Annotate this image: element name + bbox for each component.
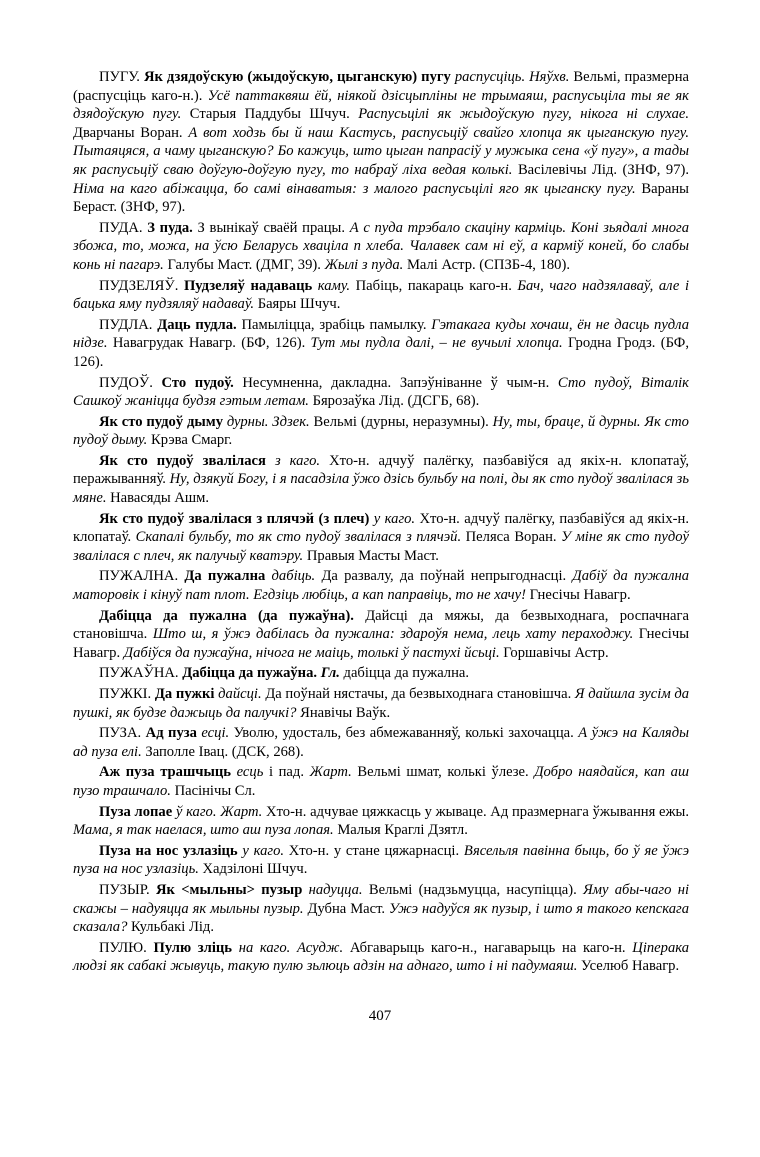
dictionary-entry <box>73 724 689 761</box>
entry-text: ПУДОЎ. <box>99 374 162 391</box>
entry-text: Дварчаны Воран. <box>73 124 189 141</box>
entry-text: З вынікаў сваёй працы. <box>197 219 350 236</box>
entry-text: ПУДА. <box>99 219 148 236</box>
headword: Дабіцца да пужална (да пужаўна). <box>99 607 366 624</box>
entry-text: Янавічы Ваўк. <box>300 704 391 721</box>
headword: Аж пуза трашчыць <box>99 764 237 781</box>
entry-text: Памыліцца, зрабіць памылку. <box>241 316 432 333</box>
dictionary-entry <box>73 567 689 604</box>
entry-text: Абгаварыць каго-н., нагаварыць на каго-н. <box>349 939 633 956</box>
headword: Як <мыльны> пузыр <box>155 881 309 898</box>
italic-text: Усё паттаквяш ёй, ніякой дзісцыпліны не трымаяш, распусьціла ты яе як дзядоўскую пугу. <box>73 87 689 123</box>
entry-text: Да поўнай нястачы, да безвыходнага становішча. <box>265 686 575 702</box>
dictionary-entry <box>73 939 689 976</box>
entry-text: Васілевічы Лід. (ЗНФ, 97). <box>517 161 689 178</box>
italic-text: Ціперака людзі як сабакі жывуць, такую пулю зьлюць адзін на аднаго, што і ні падумаяш. <box>73 939 690 975</box>
headword: Як сто пудоў звалілася з плячэй (з плеч) <box>99 510 374 527</box>
headword: Сто пудоў. <box>161 374 243 391</box>
entry-text: ПУДЗЕЛЯЎ. <box>99 277 184 294</box>
headword: Пуза на нос узлазіць <box>99 842 243 859</box>
headword: Да пужкі <box>154 686 219 702</box>
entry-text: Заполле Івац. (ДСК, 268). <box>145 743 304 760</box>
entry-text: Уселюб Навагр. <box>581 958 680 975</box>
entry-text: Гл. <box>320 665 344 682</box>
entry-text: Дайсці да мяжы, да безвыходнага, роспачнага становішча. <box>73 607 689 643</box>
entry-text: Несумненна, дакладна. Запэўніванне ў чым-н. <box>242 374 558 391</box>
entry-text: ПУЖАЛНА. <box>99 568 185 585</box>
entry-text: Хто-н. у стане цяжарнасці. <box>288 842 464 859</box>
headword: Дабіцца да пужаўна. <box>182 665 321 682</box>
entry-text: Пеляса Воран. <box>465 529 562 546</box>
headword: Ад пуза <box>145 725 202 742</box>
italic-text: Дабіў да пужална маторовік і кінуў пат плот. Егдзіць любіць, а кап паправіць, то не хачу! <box>73 568 689 604</box>
entry-text: Старыя Паддубы Шчуч. <box>189 106 359 123</box>
entry-text: ПУЗЫР. <box>99 881 156 898</box>
dictionary-entry <box>73 277 689 314</box>
italic-text: Я дайшла зусім да пушкі, як будзе дажыць да палучкі? <box>73 686 689 721</box>
entry-text: Пабіць, пакараць каго-н. <box>355 277 518 294</box>
dictionary-page <box>73 68 689 978</box>
entry-text: Уволю, удосталь, без абмежаванняў, колькі захочацца. <box>233 725 579 742</box>
entry-text: Гродна Гродз. (БФ, 126). <box>73 335 689 370</box>
headword: Пуза лопае <box>99 803 176 820</box>
dictionary-entry <box>73 374 689 411</box>
italic-text: Жылі з пуда. <box>324 256 407 273</box>
dictionary-entry <box>73 68 689 217</box>
headword: Як сто пудоў дыму <box>99 413 227 430</box>
italic-text: у каго. <box>373 510 420 527</box>
entry-text: Вельмі шмат, колькі ўлезе. <box>357 764 535 781</box>
page-number: 407 <box>368 1008 392 1024</box>
italic-text: Бач, чаго надзялаваў, але і бацька яму пудзяляў надаваў. <box>73 277 689 313</box>
italic-text: распусціць. Няўхв. <box>454 69 574 85</box>
headword: Пулю зліць <box>153 939 239 956</box>
dictionary-entry <box>73 685 689 722</box>
entry-text: Малі Астр. (СПЗБ-4, 180). <box>406 256 570 273</box>
entry-text: Кульбакі Лід. <box>131 919 214 936</box>
entry-text: Навагрудак Навагр. (БФ, 126). <box>112 335 311 352</box>
dictionary-entry <box>73 510 689 566</box>
dictionary-entry <box>73 763 689 800</box>
entry-text: Вельмі (дурны, неразумны). <box>313 413 493 430</box>
entry-text: Пасінічы Сл. <box>174 782 256 799</box>
italic-text: Што ш, я ўжэ дабілась да пужална: здароўя нема, лець хату пераходжу. <box>152 626 639 643</box>
dictionary-entry <box>73 316 689 372</box>
italic-text: А ўжэ на Каляды ад пуза елі. <box>73 725 689 760</box>
entry-text: Горшавічы Астр. <box>503 644 609 661</box>
entry-text: Навасяды Ашм. <box>110 490 210 507</box>
italic-text: А с пуда трэбало скаціну карміць. Коні зьядалі многа збожа, то, можа, на ўсю Беларусь хваціла п хлеба. Чалавек сам ні еў, а карміў коней, бо слабы конь ні пагарэ. <box>73 219 690 273</box>
entry-text: ПУДЛА. <box>99 316 158 333</box>
entry-text: ПУГУ. <box>99 69 144 85</box>
dictionary-entry <box>73 803 689 840</box>
italic-text: на каго. Асудж. <box>238 939 350 956</box>
headword: Даць пудла. <box>157 316 242 333</box>
entry-text: ПУЖКІ. <box>99 686 155 702</box>
dictionary-entry <box>73 452 689 508</box>
italic-text: Яму абы-чаго ні скажы – надуяцца як мыльны пузыр. <box>73 881 689 917</box>
headword: Як сто пудоў звалілася <box>99 452 275 469</box>
entry-text: Да развалу, да поўнай непрыгоднасці. <box>321 568 573 585</box>
dictionary-entry <box>73 607 689 663</box>
headword: З пуда. <box>147 219 198 236</box>
italic-text: Німа на каго абіжацца, бо самі вінаватыя: з малого распусьцілі яго як цыганску пугу. <box>73 180 642 197</box>
entry-text: Дубна Маст. <box>307 900 390 917</box>
italic-text: дурны. Здзек. <box>226 413 314 430</box>
entry-text: Вельмі (надзьмуцца, насупіцца). <box>368 881 584 898</box>
headword: Да пужална <box>184 568 272 585</box>
italic-text: надуцца. <box>308 881 369 898</box>
entry-text: ПУЗА. <box>99 725 146 742</box>
italic-text: дайсці. <box>218 686 266 702</box>
dictionary-entry <box>73 664 689 683</box>
entry-text: Гнесічы Навагр. <box>73 626 690 661</box>
italic-text: есць <box>236 764 269 781</box>
italic-text: У міне як сто пудоў звалілася с плеч, як палучыў кватэру. <box>73 529 689 564</box>
headword: Пудзеляў надаваць <box>183 277 318 294</box>
headword: Як дзядоўскую (жыдоўскую, цыганскую) пугу <box>143 69 455 85</box>
italic-text: Распусьцілі як жыдоўскую пугу, нікога ні слухае. <box>358 106 690 123</box>
entry-text: Малыя Краглі Дзятл. <box>337 822 468 839</box>
italic-text: Добро наядайся, кап аш пузо трашчало. <box>73 764 689 799</box>
italic-text: Ужэ надуўся як пузыр, і што я такого кепскага сказала? <box>73 900 689 936</box>
entry-text: ПУЖАЎНА. <box>99 665 183 682</box>
entry-text: дабіцца да пужална. <box>343 665 470 682</box>
entry-text: Бярозаўка Лід. (ДСГБ, 68). <box>312 393 480 410</box>
italic-text: Мама, я так наелася, што аш пуза лопая. <box>73 822 338 839</box>
entry-text: Вельмі, празмерна (распусціць каго-н.). <box>73 69 689 104</box>
italic-text: Скапалі бульбу, то як сто пудоў звалілася з плячэй. <box>135 529 466 546</box>
entry-text: Крэва Смарг. <box>150 432 233 449</box>
dictionary-entry <box>73 219 689 275</box>
dictionary-entry <box>73 842 689 879</box>
entry-text: Галубы Маст. (ДМГ, 39). <box>167 256 325 273</box>
italic-text: дабіць. <box>271 568 322 585</box>
entry-text: Хто-н. адчуў палёгку, пазбавіўся ад якіх-н. клопатаў, перажыванняў. <box>73 452 690 488</box>
italic-text: Ну, ты, браце, й дурны. Як сто пудоў дыму. <box>73 413 689 449</box>
entry-text: ПУЛЮ. <box>99 939 154 956</box>
italic-text: каму. <box>317 277 356 294</box>
entry-text: і пад. <box>268 764 310 781</box>
italic-text: у каго. <box>242 842 289 859</box>
italic-text: есці. <box>201 725 234 742</box>
italic-text: Жарт. <box>309 764 358 781</box>
entry-text: Правыя Масты Маст. <box>306 547 439 564</box>
entry-text: Гнесічы Навагр. <box>529 587 631 604</box>
italic-text: Ну, дзякуй Богу, і я пасадзіла ўжо дзісь бульбу на полі, ды як сто пудоў звалілася зь мяне. <box>73 471 690 507</box>
italic-text: Гэтакага куды хочаш, ён не дасць пудла нідзе. <box>73 316 689 352</box>
entry-text: Хто-н. адчуў палёгку, пазбавіўся ад якіх-н. клопатаў. <box>73 510 689 546</box>
italic-text: з каго. <box>274 452 330 469</box>
entry-text: Хадзілоні Шчуч. <box>202 861 308 878</box>
italic-text: Сто пудоў, Віталік Сашкоў жаніцца будзя гэтым летам. <box>73 374 689 410</box>
entry-text: Баяры Шчуч. <box>257 296 341 313</box>
italic-text: Дабіўся да пужаўна, нічога не маіць, толькі ў пастухі йсьці. <box>123 644 504 661</box>
italic-text: Тут мы пудла далі, – не вучылі хлопца. <box>310 335 569 352</box>
italic-text: Вясельля павінна быць, бо ў яе ўжэ пуза на нос узлазіць. <box>73 842 690 878</box>
italic-text: А вот ходзь бы й наш Кастусь, распусьціў свайго хлопца як цыганскую пугу. Пытаяцяся, а чаму цыганскую? Бо кажуць, што цыган папрасіў у мужыка сена «ў пугу», а тады як распусьціў сваю доўгую-доўгую пугу, то набраў ліха ведая колькі. <box>73 124 690 178</box>
dictionary-entry <box>73 881 689 937</box>
entry-text: Вараны Бераст. (ЗНФ, 97). <box>73 180 689 216</box>
entry-text: Хто-н. адчувае цяжкасць у жываце. Ад празмернага ўжывання ежы. <box>266 803 690 820</box>
dictionary-entry <box>73 413 689 450</box>
italic-text: ў каго. Жарт. <box>175 803 267 820</box>
